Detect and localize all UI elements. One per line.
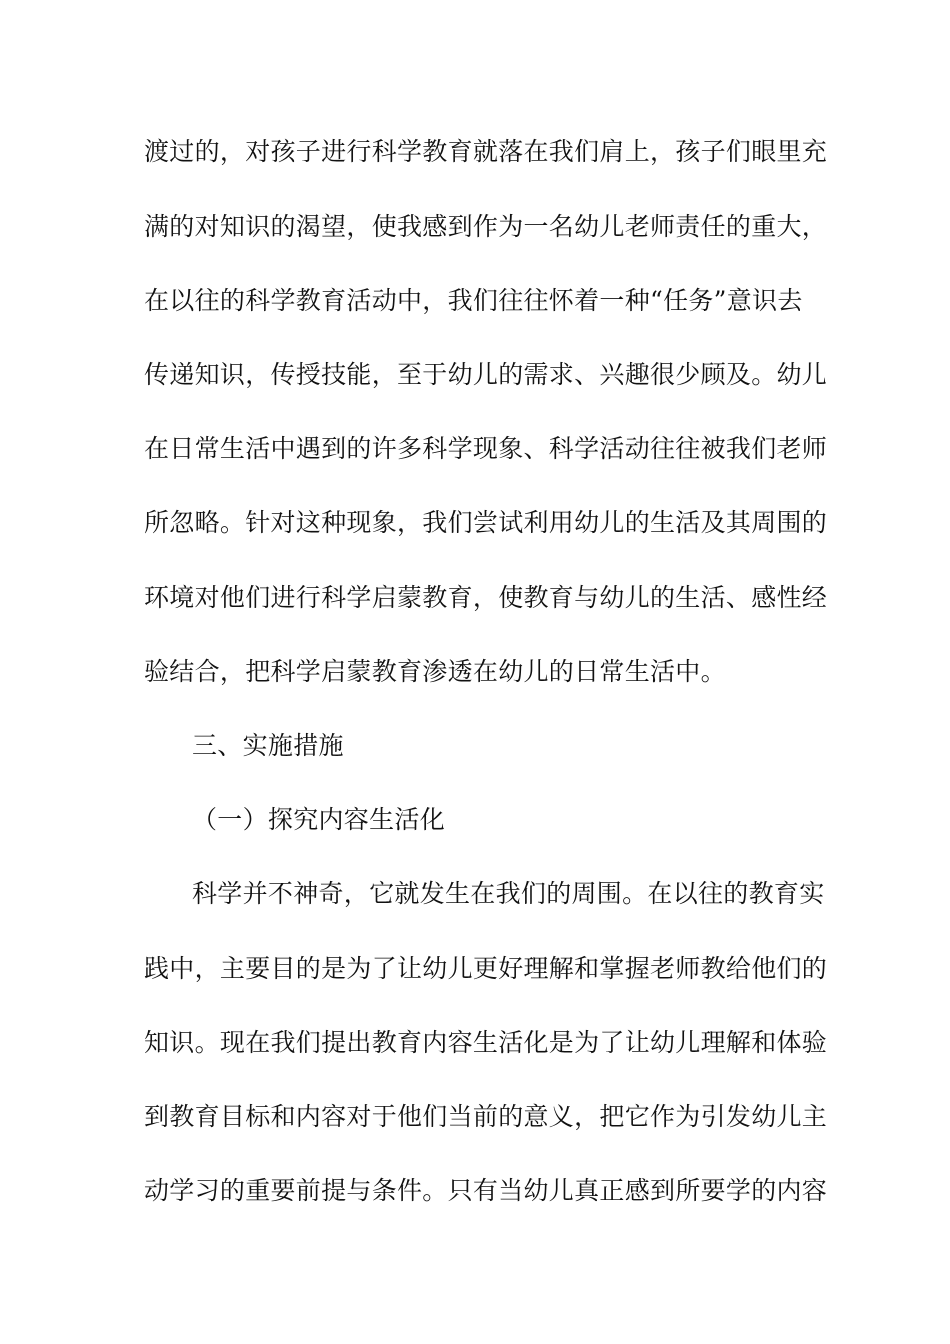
paragraph-line: 知识。现在我们提出教育内容生活化是为了让幼儿理解和体验 (144, 1028, 828, 1057)
paragraph-line: 动学习的重要前提与条件。只有当幼儿真正感到所要学的内容 (144, 1176, 828, 1205)
paragraph-line: 践中，主要目的是为了让幼儿更好理解和掌握老师教给他们的 (144, 954, 828, 983)
paragraph-line: 科学并不神奇，它就发生在我们的周围。在以往的教育实 (192, 879, 825, 908)
paragraph-line: 环境对他们进行科学启蒙教育，使教育与幼儿的生活、感性经 (144, 583, 828, 612)
paragraph-line: 在日常生活中遇到的许多科学现象、科学活动往往被我们老师 (144, 434, 828, 463)
paragraph-line: 在以往的科学教育活动中，我们往往怀着一种“任务”意识去 (144, 286, 803, 315)
section-heading: 三、实施措施 (192, 731, 344, 760)
subsection-heading: （一）探究内容生活化 (192, 805, 446, 834)
paragraph-line: 到教育目标和内容对于他们当前的意义，把它作为引发幼儿主 (144, 1102, 828, 1131)
paragraph-line: 传递知识，传授技能，至于幼儿的需求、兴趣很少顾及。幼儿 (144, 360, 828, 389)
paragraph-line: 所忽略。针对这种现象，我们尝试利用幼儿的生活及其周围的 (144, 508, 828, 537)
paragraph-line: 满的对知识的渴望，使我感到作为一名幼儿老师责任的重大， (144, 212, 828, 241)
paragraph-line: 渡过的，对孩子进行科学教育就落在我们肩上，孩子们眼里充 (144, 137, 828, 166)
paragraph-line: 验结合，把科学启蒙教育渗透在幼儿的日常生活中。 (144, 657, 726, 686)
